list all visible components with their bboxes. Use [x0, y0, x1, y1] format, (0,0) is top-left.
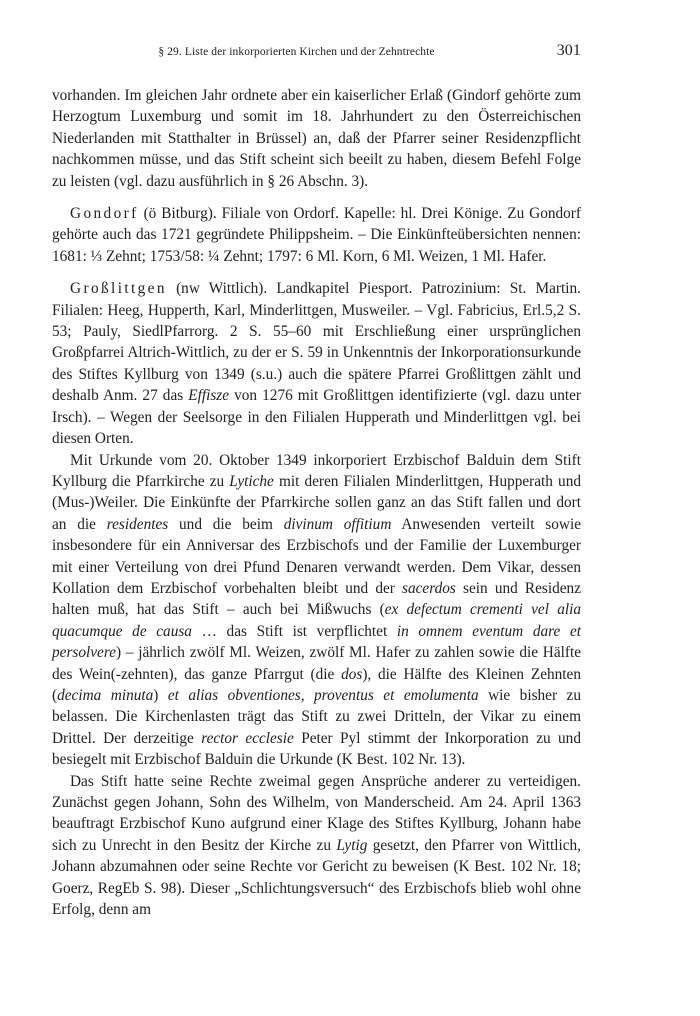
paragraph-text: vorhanden. Im gleichen Jahr ordnete aber ein kaiserlicher Erlaß (Gindorf gehörte zum Herzogtum Luxemburg und somit im 18. Jahrhundert zu den Österreichischen Niederlanden mit Statthalter in Brüssel) an, daß der Pfarrer seiner Residenzpflicht nachkommen müsse, und das Stift scheint sich beeilt zu haben, diesem Befehl Folge zu leisten (vgl. dazu ausführlich in § 26 Abschn. 3). — [52, 87, 581, 190]
text-run: von 1276 mit Großlittgen identifizierte (vgl. dazu unter Irsch). – Wegen der Seelsorge in den Filialen Hupperath und Minderlittgen vgl. bei diesen Orten. — [52, 387, 581, 448]
latin-term: in omnem eventum dare et persolvere — [52, 622, 581, 662]
text-run: (nw Wittlich). Landkapitel Piesport. Patrozinium: St. Martin. Filialen: Heeg, Hupperth, Karl, Minderlittgen, Musweiler. – Vgl. Fabricius, Erl.5,2 S. 53; Pauly, SiedlPfarrorg. 2 S. 55–60 mit Erschließung einer ursprünglichen Großpfarrei Altrich-Wittlich, zu der er S. 59 in Unkenntnis der Inkorporationsurkunde des Stiftes Kyllburg von 1349 (s.u.) auch die spätere Pfarrei Großlittgen zählt und deshalb Anm. 27 das — [52, 280, 581, 405]
text-run: ) – jährlich zwölf Ml. Weizen, zwölf Ml. Hafer zu zahlen sowie die Hälfte des Wein(-zehnten), das ganze Pfarrgut (die — [52, 644, 581, 683]
book-page — [52, 40, 581, 919]
text-run: gesetzt, den Pfarrer von Wittlich, Johann abzumahnen oder seine Rechte vor Gericht zu beweisen (K Best. 102 Nr. 18; Goerz, RegEb S. 98). Dieser „Schlichtungsversuch“ des Erzbischofs blieb wohl ohne Erfolg, denn am — [52, 836, 581, 919]
entry-grosslittgen — [52, 278, 581, 449]
text-run: ), die Hälfte des Kleinen Zehnten ( — [52, 665, 581, 704]
latin-term: rector ecclesie — [201, 729, 294, 747]
running-title: § 29. Liste der inkorporierten Kirchen und der Zehntrechte — [158, 46, 435, 58]
latin-term: ex defectum crementi vel alia quacumque de causa — [52, 601, 581, 640]
text-run: ) — [153, 686, 168, 704]
text-run: Mit Urkunde vom 20. Oktober 1349 inkorporiert Erzbischof Balduin dem Stift Kyllburg die Pfarrkirche zu — [52, 451, 581, 490]
entry-heading-gondorf: Gondorf — [70, 205, 139, 223]
text-run: und die beim — [168, 515, 284, 533]
text-run: Peter Pyl stimmt der Inkorporation zu und besiegelt mit Erzbischof Balduin die Urkunde (K Best. 102 Nr. 13). — [52, 729, 581, 769]
latin-term: sacerdos — [402, 579, 456, 597]
paragraph-stift-rechte — [52, 771, 581, 921]
text-run: … das Stift ist verpflichtet — [191, 622, 397, 640]
text-run: sein und Residenz halten muß, hat das Stift – auch bei Mißwuchs ( — [52, 579, 581, 619]
latin-term: Lytiche — [229, 472, 274, 490]
paragraph-urkunde-1349 — [52, 450, 581, 771]
text-run: wie bisher zu belassen. Die Kirchenlasten trägt das Stift zu zwei Dritteln, der Vikar zu einem Drittel. Der derzeitige — [52, 686, 581, 747]
latin-term: et alias obventiones, proventus et emolumenta — [167, 686, 479, 704]
entry-text: (ö Bitburg). Filiale von Ordorf. Kapelle: hl. Drei Könige. Zu Gondorf gehörte auch das 1721 gegründete Philippsheim. – Die Einkünfteübersichten nennen: 1681: ⅓ Zehnt; 1753/58: ¼ Zehnt; 1797: 6 Ml. Korn, 6 Ml. Weizen, 1 Ml. Hafer. — [52, 205, 581, 265]
page-number: 301 — [556, 42, 581, 59]
latin-term: divinum offitium — [283, 515, 392, 533]
latin-term: decima minuta — [57, 686, 154, 704]
entry-gondorf — [52, 203, 581, 267]
entry-heading-grosslittgen: Großlittgen — [70, 280, 167, 298]
paragraph-gindorf-continued — [52, 85, 581, 192]
latin-term: Effisze — [188, 387, 230, 405]
page-body — [52, 85, 581, 920]
text-run: Anwesenden verteilt sowie insbesondere für ein Anniversar des Erzbischofs und der Familie der Luxemburger mit einer Verteilung von drei Pfund Denaren verwandt werden. Dem Vikar, dessen Kollation dem Erzbischof vorbehalten bleibt und der — [52, 515, 581, 597]
latin-term: Lytig — [336, 836, 368, 854]
running-header — [52, 40, 581, 62]
text-run: Das Stift hatte seine Rechte zweimal gegen Ansprüche anderer zu verteidigen. Zunächst gegen Johann, Sohn des Wilhelm, von Manderscheid. Am 24. April 1363 beauftragt Erzbischof Kuno aufgrund einer Klage des Stiftes Kyllburg, Johann habe sich zu Unrecht in den Besitz der Kirche zu — [52, 772, 581, 854]
latin-term: residentes — [106, 515, 169, 533]
latin-term: dos — [341, 665, 363, 683]
text-run: mit deren Filialen Minderlittgen, Hupperath und (Mus-)Weiler. Die Einkünfte der Pfarrkirche sollen ganz an das Stift fallen und dort an die — [52, 472, 581, 533]
